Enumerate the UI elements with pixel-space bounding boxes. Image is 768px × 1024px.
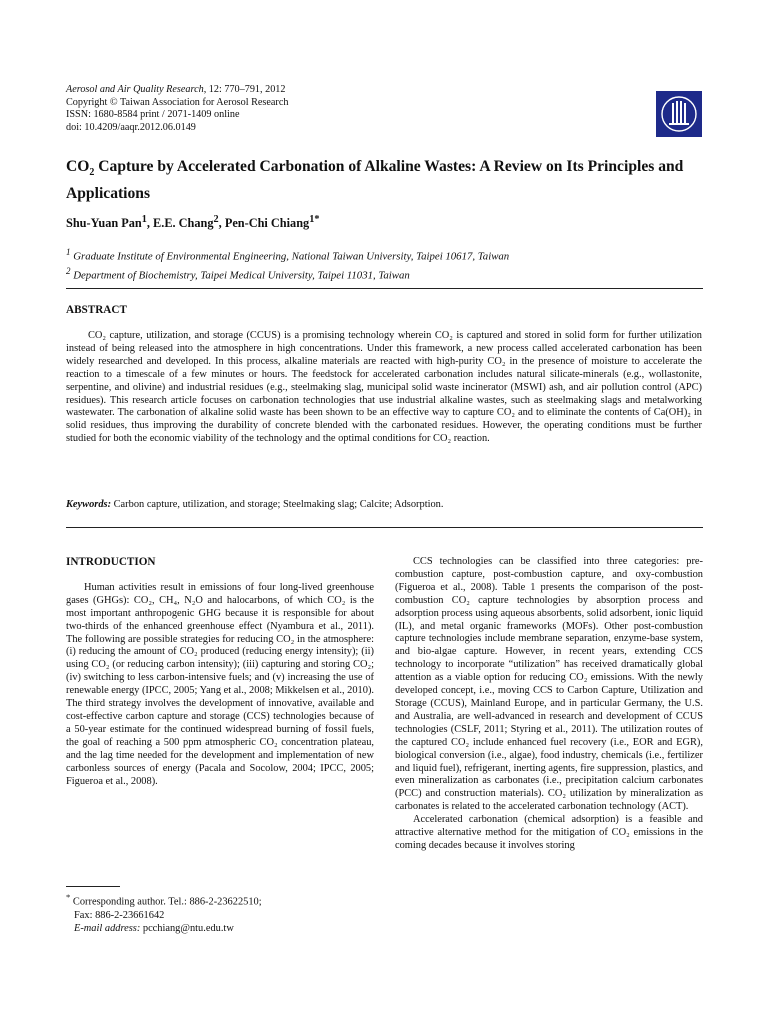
journal-logo xyxy=(656,91,702,137)
intro-paragraph: Accelerated carbonation (chemical adsorption) is a feasible and attractive alternative method for the mitigation of CO₂ emissions in the coming decades because it involves storing xyxy=(395,814,703,851)
email-link[interactable]: pcchiang@ntu.edu.tw xyxy=(140,923,234,935)
left-column xyxy=(66,556,374,788)
keywords-label: Keywords: xyxy=(66,499,112,510)
affiliation-list xyxy=(66,245,509,282)
journal-name: Aerosol and Air Quality Research xyxy=(66,84,204,95)
journal-citation: , 12: 770–791, 2012 xyxy=(203,84,286,95)
email-label: E-mail address: xyxy=(74,923,141,935)
abstract-heading: ABSTRACT xyxy=(66,304,127,316)
footnote-rule xyxy=(66,886,120,887)
affiliation: $^1$ Graduate Institute of Environmental Engineering, National Taiwan University, Taipei 10617, Taiwan xyxy=(66,247,510,263)
intro-paragraph: CCS technologies can be classified into three categories: pre-combustion capture, post-combustion capture, and oxy-combustion (Figueroa et al., 2008). Table 1 presents the comparison of the post-combustion CO₂ capture technologies by absorption process and adsorption process using aqueous absorbents, solid adsorbent, ionic liquid (IL), and metal organic frameworks (MOFs). Other post-combustion capture technologies include membrane separation, enzyme-base system, and bio-algae capture. However, in recent years, extending CCS technology to incorporate “utilization” has received dramatically global attention as a viable option for reducing CO₂ emissions. With the newly developed concept, i.e., moving CCS to Carbon Capture, Utilization and Storage (CCUS), Mainland Europe, and in particular Germany, the U.S. and Australia, are well-advanced in research and development of CCUS technologies (CSLF, 2011; Styring et al., 2011). The utilization routes of the captured CO₂ include enhanced fuel recovery (i.e., EOR and EGR), biological conversion (i.e., algae), food industry, chemicals (i.e., fertilizer and liquid fuel), refrigerant, inerting agents, fire suppression, plastics, and even mineralization as carbonates (i.e., precipitation calcium carbonates (PCC) and construction materials). CO₂ utilization by mineralization as carbonates is related to the accelerated carbonation technology (ACT). xyxy=(395,556,703,813)
issn-line: ISSN: 1680-8584 print / 2071-1409 online xyxy=(66,109,240,120)
keywords-text: Carbon capture, utilization, and storage; Steelmaking slag; Calcite; Adsorption. xyxy=(111,499,444,510)
section-divider xyxy=(66,288,703,289)
abstract-body xyxy=(66,330,702,446)
introduction-heading: INTRODUCTION xyxy=(66,556,156,568)
keywords-line xyxy=(66,499,702,510)
fax-line: Fax: 886-2-23661642 xyxy=(74,909,165,921)
corresponding-author-line: Corresponding author. Tel.: 886-2-23622510; xyxy=(70,896,262,908)
abstract-text: CO₂ capture, utilization, and storage (CCUS) is a promising technology wherein CO₂ is captured and stored in solid form for further utilization instead of being released into the atmosphere in high concentrations. Under this framework, a new process called accelerated carbonation has been widely researched and developed. In this process, alkaline materials are reacted with high-purity CO₂ in the presence of moisture to accelerate the reaction to a timescale of a few minutes or hours. The feedstock for accelerated carbonation includes natural silicate-minerals (e.g., wollastonite, serpentine, and olivine) and industrial residues (e.g., steelmaking slag, municipal solid waste incinerator (MSWI) ash, and air pollution control (APC) residues). This research article focuses on carbonation technologies that use industrial alkaline wastes, such as steelmaking slags and metalworking wastewater. The carbonation of alkaline solid waste has been shown to be an effective way to capture CO₂ and to eliminate the contents of Ca(OH)₂ in solid residues, thus improving the durability of concrete blended with the carbonated residues. However, the operating conditions must be further studied for both the economic viability of the technology and the optimal conditions for CO₂ reaction. xyxy=(66,330,702,445)
intro-paragraph: Human activities result in emissions of four long-lived greenhouse gases (GHGs): CO₂, CH₄, N₂O and halocarbons, of which CO₂ is the most important anthropogenic GHG because it is responsible for about two-thirds of the enhanced greenhouse effect (Nyambura et al., 2011). The following are possible strategies for reducing CO₂ in the atmosphere: (i) reducing the amount of CO₂ produced (reducing energy intensity); (ii) using CO₂ (or reducing carbon intensity); (iii) capturing and storing CO₂; (iv) switching to less carbon-intensive fuels; and (v) increasing the use of renewable energy (IPCC, 2005; Yang et al., 2008; Mikkelsen et al., 2010). The third strategy involves the development of innovative, available and cost-effective carbon capture and storage (CCS) technologies because of a 50-year estimate for the continued widespread burning of fossil fuels, the goal of reaching a 500 ppm atmospheric CO₂ concentration plateau, and the lag time needed for the development and implementation of new carbonless sources of energy (Pacala and Socolow, 2004; IPCC, 2005; Figueroa et al., 2008). xyxy=(66,581,375,787)
aaqr-emblem-icon xyxy=(656,91,702,137)
right-column xyxy=(395,556,703,853)
author-name: Pen-Chi Chiang xyxy=(224,216,310,231)
author-list: Shu-Yuan Pan$^1$, E.E. Chang$^2$, Pen-Chi Chiang$^{1*}$ xyxy=(66,214,320,231)
author-name: E.E. Chang xyxy=(153,216,214,231)
footnote: * Corresponding author. Tel.: 886-2-23622510; Fax: 886-2-23661642 E-mail address: pcchiang@ntu.edu.tw xyxy=(66,892,262,935)
paper-title: $CO_2$ Capture by Accelerated Carbonation of Alkaline Wastes: A Review on Its Principles and Applications xyxy=(66,158,684,203)
doi-line: doi: 10.4209/aaqr.2012.06.0149 xyxy=(66,121,196,133)
affiliation: $^2$ Department of Biochemistry, Taipei Medical University, Taipei 11031, Taiwan xyxy=(66,265,410,282)
author-name: Shu-Yuan Pan xyxy=(66,216,142,231)
journal-header xyxy=(66,84,288,134)
section-divider xyxy=(66,527,703,528)
copyright-line: Copyright © Taiwan Association for Aerosol Research xyxy=(66,96,289,108)
